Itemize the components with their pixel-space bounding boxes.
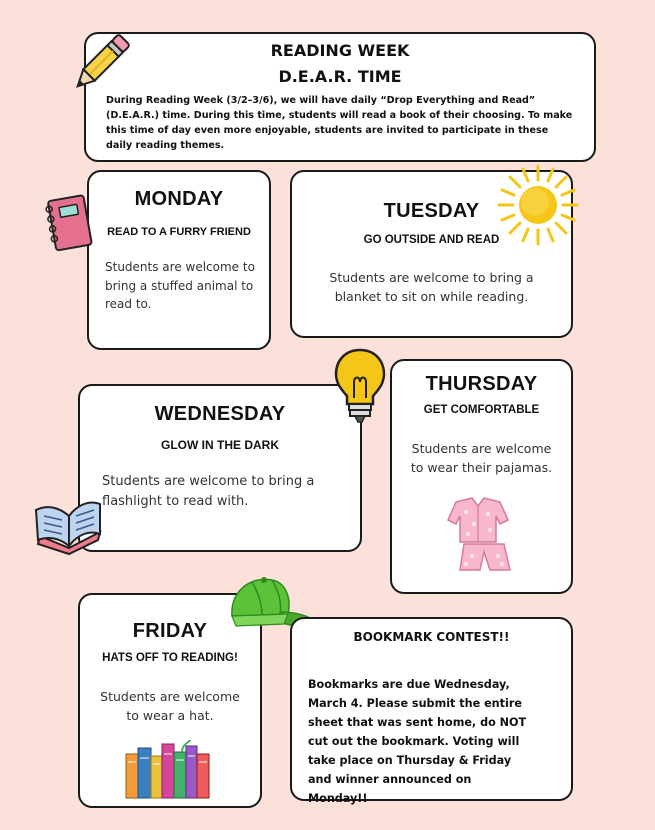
- friday-text: Students are welcome to wear a hat.: [100, 689, 240, 724]
- tuesday-text: Students are welcome to bring a blanket to sit on while reading.: [329, 270, 534, 305]
- books-icon: [124, 740, 220, 800]
- tuesday-theme: GO OUTSIDE AND READ: [363, 234, 500, 246]
- lightbulb-icon: [330, 346, 390, 426]
- thursday-text: Students are welcome to wear their pajamas.: [410, 441, 553, 476]
- monday-text: Students are welcome to bring a stuffed animal to read to.: [105, 260, 255, 312]
- wednesday-theme: GLOW IN THE DARK: [161, 438, 279, 452]
- monday-theme: READ TO A FURRY FRIEND: [107, 226, 251, 238]
- pencil-icon: [66, 28, 136, 98]
- contest-title: BOOKMARK CONTEST!!: [353, 630, 510, 644]
- monday-card: [87, 170, 271, 350]
- wednesday-text: Students are welcome to bring a flashlight to read with.: [102, 474, 315, 510]
- tuesday-title: TUESDAY: [383, 200, 480, 222]
- thursday-title: THURSDAY: [425, 373, 538, 395]
- wednesday-card: [78, 384, 362, 552]
- pajamas-icon: [442, 494, 522, 574]
- page-subtitle: D.E.A.R. TIME: [278, 67, 402, 86]
- header-card: [84, 32, 596, 162]
- contest-text: Bookmarks are due Wednesday, March 4. Please submit the entire sheet that was sent home, do NOT cut out the bookmark. Voting will take place on Thursday & Friday and winner announced on Monday!!: [308, 678, 527, 806]
- monday-title: MONDAY: [134, 188, 224, 210]
- thursday-theme: GET COMFORTABLE: [423, 404, 540, 416]
- friday-theme: HATS OFF TO READING!: [102, 652, 238, 664]
- notebook-icon: [44, 194, 94, 254]
- open-book-icon: [32, 496, 106, 556]
- page-title: READING WEEK: [270, 41, 410, 60]
- intro-text: During Reading Week (3/2–3/6), we will have daily “Drop Everything and Read” (D.E.A.R.) time. During this time, students will read a book of their choosing. To make this time of day even more enjoyable, students are invited to participate in these daily reading themes.: [106, 95, 573, 151]
- sun-icon: [493, 160, 583, 250]
- wednesday-title: WEDNESDAY: [154, 403, 286, 425]
- friday-title: FRIDAY: [132, 620, 208, 642]
- contest-card: [290, 617, 573, 806]
